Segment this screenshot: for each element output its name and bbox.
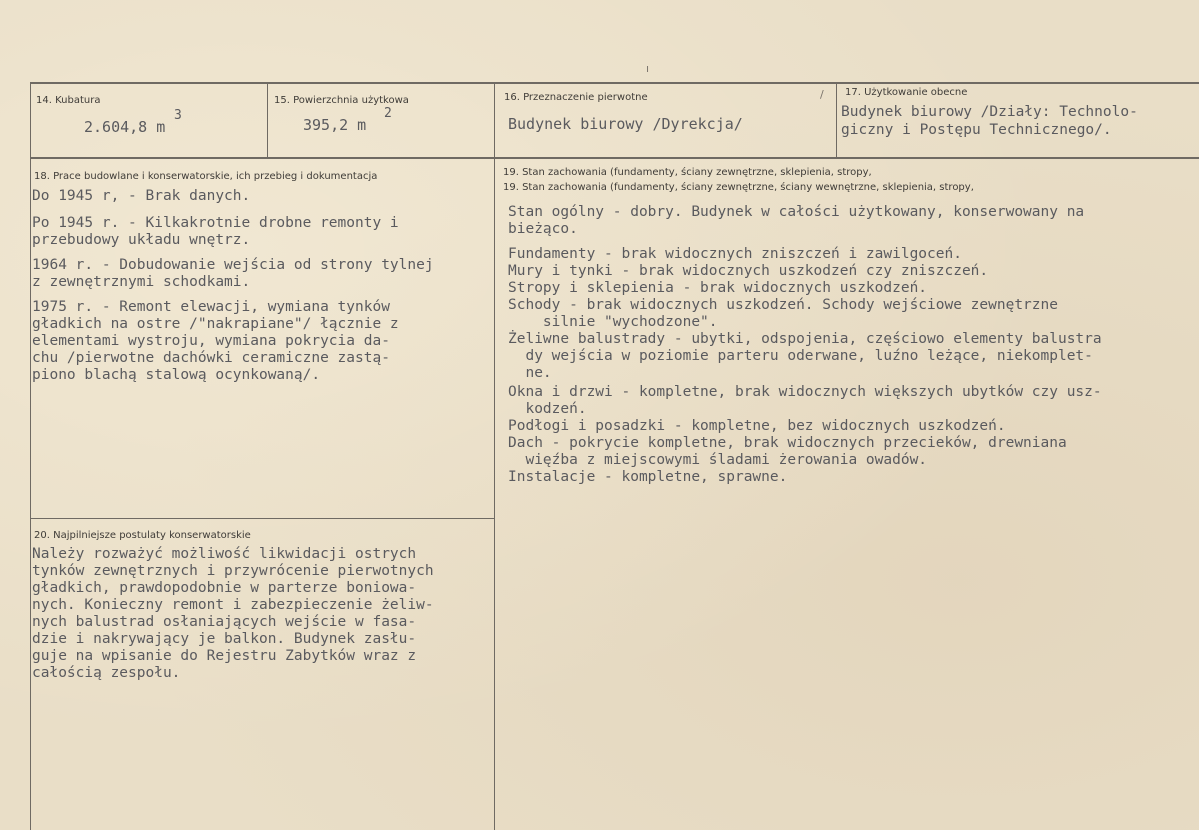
field-15-value: 395,2 m <box>303 116 367 134</box>
field-14-label: 14. Kubatura <box>36 95 101 106</box>
f19-line: więźba z miejscowymi śladami żerowania owadów. <box>508 452 928 468</box>
f19-line: Dach - pokrycie kompletne, brak widocznych przecieków, drewniana <box>508 435 1067 451</box>
f18-entry-line: gładkich na ostre /"nakrapiane"/ łącznie z <box>32 316 399 332</box>
field-14-unit-superscript: 3 <box>174 108 182 123</box>
field-16-label: 16. Przeznaczenie pierwotne <box>504 92 648 103</box>
f19-line: Podłogi i posadzki - kompletne, bez widocznych uszkodzeń. <box>508 418 1006 434</box>
f20-line: Należy rozważyć możliwość likwidacji ostrych <box>32 546 417 562</box>
rule-col-3 <box>494 82 495 830</box>
field-19-label: 19. Stan zachowania (fundamenty, ściany zewnętrzne, sklepienia, stropy, <box>503 167 872 178</box>
f19-line: Mury i tynki - brak widocznych uszkodzeń czy zniszczeń. <box>508 263 989 279</box>
f19-line: ne. <box>508 365 552 381</box>
f20-line: guje na wpisanie do Rejestru Zabytków wraz z <box>32 648 417 664</box>
field-17-label: 17. Użytkowanie obecne <box>845 87 968 98</box>
rule-header-bottom <box>30 157 1199 159</box>
f18-entry-line: przebudowy układu wnętrz. <box>32 232 251 248</box>
f19-line: silnie "wychodzone". <box>508 314 718 330</box>
f18-entry-line: chu /pierwotne dachówki ceramiczne zastą- <box>32 350 390 366</box>
f20-line: nych balustrad osłaniających wejście w fasa- <box>32 614 417 630</box>
f19-line: Fundamenty - brak widocznych zniszczeń i zawilgoceń. <box>508 246 962 262</box>
rule-col-2 <box>267 82 268 157</box>
registration-mark: / <box>820 88 824 101</box>
f20-line: gładkich, prawdopodobnie w parterze boniowa- <box>32 580 417 596</box>
f18-entry-line: elementami wystroju, wymiana pokrycia da- <box>32 333 390 349</box>
f18-entry-line: 1964 r. - Dobudowanie wejścia od strony tylnej <box>32 257 434 273</box>
f18-entry-line: Po 1945 r. - Kilkakrotnie drobne remonty i <box>32 215 399 231</box>
field-14-value: 2.604,8 m <box>84 118 166 136</box>
f19-line: dy wejścia w poziomie parteru oderwane, luźno leżące, niekomplet- <box>508 348 1093 364</box>
field-19-label-overprint: 19. Stan zachowania (fundamenty, ściany zewnętrzne, ściany wewnętrzne, sklepienia, stropy, <box>503 182 974 193</box>
field-20-label: 20. Najpilniejsze postulaty konserwatorskie <box>34 530 251 541</box>
field-18-label: 18. Prace budowlane i konserwatorskie, ich przebieg i dokumentacja <box>34 171 378 182</box>
rule-top <box>30 82 1199 84</box>
rule-left <box>30 82 31 830</box>
f20-line: dzie i nakrywający je balkon. Budynek zasłu- <box>32 631 417 647</box>
f19-line: Stan ogólny - dobry. Budynek w całości użytkowany, konserwowany na <box>508 204 1085 220</box>
rule-f20-top <box>30 518 494 519</box>
f19-line: kodzeń. <box>508 401 587 417</box>
f18-entry-line: z zewnętrznymi schodkami. <box>32 274 251 290</box>
f19-line: Instalacje - kompletne, sprawne. <box>508 469 788 485</box>
f19-line: bieżąco. <box>508 221 578 237</box>
f19-line: Schody - brak widocznych uszkodzeń. Schody wejściowe zewnętrzne <box>508 297 1058 313</box>
f19-line: Okna i drzwi - kompletne, brak widocznych większych ubytków czy usz- <box>508 384 1102 400</box>
f18-entry-line: 1975 r. - Remont elewacji, wymiana tynków <box>32 299 390 315</box>
field-16-value: Budynek biurowy /Dyrekcja/ <box>508 115 743 133</box>
f19-line: Żeliwne balustrady - ubytki, odspojenia, częściowo elementy balustra <box>508 331 1102 347</box>
field-17-line: Budynek biurowy /Działy: Technolo- <box>841 104 1138 120</box>
f19-line: Stropy i sklepienia - brak widocznych uszkodzeń. <box>508 280 928 296</box>
f18-entry-line: piono blachą stalową ocynkowaną/. <box>32 367 321 383</box>
field-15-label: 15. Powierzchnia użytkowa <box>274 95 409 106</box>
f20-line: tynków zewnętrznych i przywrócenie pierwotnych <box>32 563 434 579</box>
field-17-line: giczny i Postępu Technicznego/. <box>841 122 1112 138</box>
registration-mark: ı <box>646 62 650 75</box>
f20-line: całością zespołu. <box>32 665 181 681</box>
field-15-unit-superscript: 2 <box>384 106 392 121</box>
rule-col-4 <box>836 82 837 157</box>
f20-line: nych. Konieczny remont i zabezpieczenie żeliw- <box>32 597 434 613</box>
f18-entry-line: Do 1945 r, - Brak danych. <box>32 188 251 204</box>
